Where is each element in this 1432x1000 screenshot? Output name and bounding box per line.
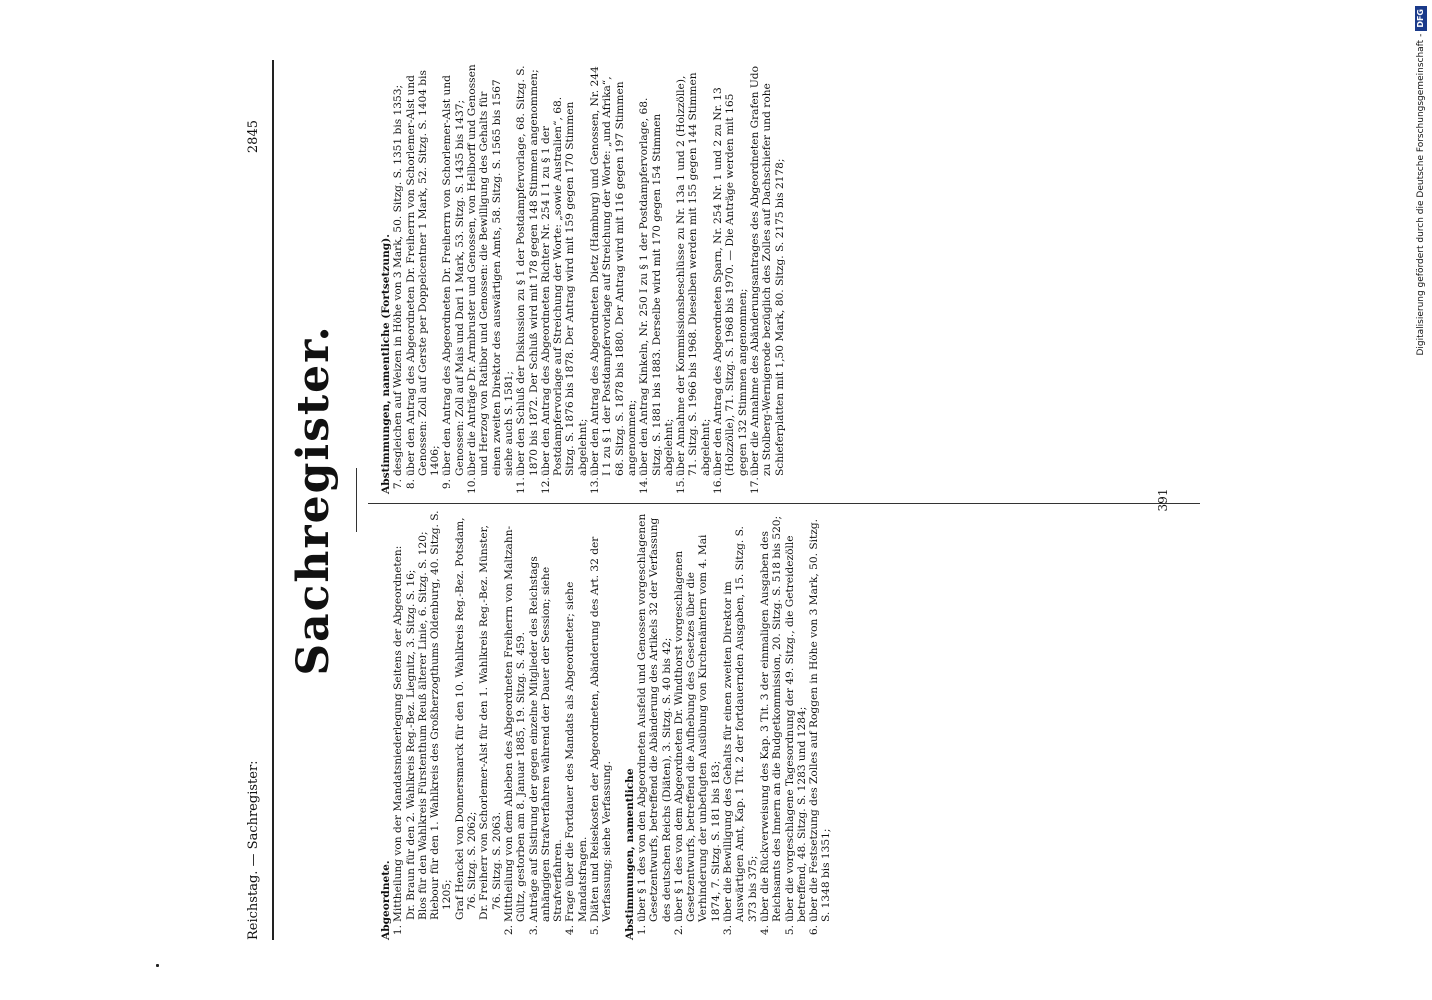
sub-entry: Dr. Braun für den 2. Wahlkreis Reg.-Bez. Liegnitz, 3. Sitzg. S. 16; bbox=[404, 569, 417, 920]
register-entry bbox=[808, 510, 833, 940]
entry-number: 3. bbox=[527, 925, 540, 936]
entry-text: über den Antrag des Abgeordneten Dr. Freiherrn von Schorlemer-Alst und Genossen: Zoll auf Mais und Dari 1 Mark, 53. Sitzg. S. 1435 bis 1437; bbox=[441, 75, 466, 476]
register-entry bbox=[515, 64, 540, 494]
dfg-logo: DFG bbox=[1415, 6, 1427, 31]
entry-text: über den Antrag des Abgeordneten Sparn, Nr. 254 Nr. 1 und 2 zu Nr. 13 (Holzzölle), 71. Sitzg. S. 1968 bis 1970. — Die Anträge werden mit 165 gegen 132 Stimmen angenommen; bbox=[712, 87, 749, 476]
entry-number: 3. bbox=[722, 925, 735, 936]
entry-text: Mittheilung von dem Ableben des Abgeordneten Freiherrn von Maltzahn-Gültz, gestorben am 8. Januar 1885, 19. Sitzg. S. 459. bbox=[502, 525, 528, 922]
register-entry bbox=[466, 64, 515, 494]
register-entry bbox=[540, 64, 589, 494]
title-rule bbox=[356, 468, 357, 532]
digitization-credit bbox=[1410, 6, 1432, 994]
entry-text: über den Antrag des Abgeordneten Richter Nr. 254 I 1 zu § 1 der Postdampfervorlage auf Streichung der Worte: „sowie Australien“, 68. Sitzg. S. 1876 bis 1878. Der Antrag wird mit 159 gegen 170 Stimmen abgelehnt; bbox=[539, 96, 589, 476]
section-heading-continued: Abstimmungen, namentliche (Fortsetzung). bbox=[380, 234, 392, 494]
sub-entry: Blos für den Wahlkreis Fürstenthum Reuß älterer Linie, 6. Sitzg. S. 120; bbox=[416, 531, 429, 920]
entry-text: über die vorgeschlagene Tagesordnung der 49. Sitzg., die Getreidezölle betreffend, 48. Sitzg. S. 1283 und 1284; bbox=[783, 535, 808, 922]
entry-number: 4. bbox=[564, 925, 577, 936]
entry-text: über § 1 des von den Abgeordneten Ausfeld und Genossen vorgeschlagenen Gesetzentwurfs, betreffend die Abänderung des Artikels 32 der Verfassung des deutschen Reichs (Diäten), 3. Sitzg. S. 40 bis 42; bbox=[635, 513, 673, 922]
entry-text: Frage über die Fortdauer des Mandats als Abgeordneter; siehe Mandatsfragen. bbox=[564, 581, 589, 922]
entry-number: 2. bbox=[502, 925, 515, 936]
register-entry bbox=[392, 64, 404, 494]
register-entry bbox=[675, 64, 712, 494]
entry-number: 4. bbox=[758, 925, 771, 936]
header-rule bbox=[272, 60, 274, 940]
register-entry bbox=[638, 64, 675, 494]
register-entry bbox=[589, 64, 638, 494]
header-title: Reichstag. — Sachregister: bbox=[246, 760, 261, 940]
entry-number: 6. bbox=[808, 925, 821, 936]
register-entry bbox=[589, 510, 614, 940]
entry-number: 5. bbox=[783, 925, 796, 936]
footer-page-number: 391 bbox=[1156, 488, 1170, 512]
register-entry bbox=[392, 510, 404, 940]
entry-number: 13. bbox=[589, 477, 602, 494]
register-entry bbox=[722, 510, 759, 940]
entry-text: desgleichen auf Weizen in Höhe von 3 Mark, 50. Sitzg. S. 1351 bis 1353; bbox=[392, 84, 405, 476]
entry-number: 16. bbox=[712, 477, 725, 494]
entry-text: über den Antrag Kinkeln, Nr. 250 I zu § 1 der Postdampfervorlage, 68. Sitzg. S. 1881 bis 1883. Derselbe wird mit 170 gegen 154 Stimmen abgelehnt; bbox=[638, 97, 675, 476]
entry-text: über die Bewilligung des Gehalts für einen zweiten Direktor im Auswärtigen Amt, Kap. 1 Tit. 2 der fortdauernden Ausgaben, 15. Sitzg. S. 373 bis 375; bbox=[722, 526, 759, 922]
document-page bbox=[216, 0, 1216, 1000]
sub-entry: Dr. Freiherr von Schorlemer-Alst für den 1. Wahlkreis Reg.-Bez. Münster, 76. Sitzg. S. 2063. bbox=[478, 525, 503, 920]
entry-number: 17. bbox=[748, 477, 761, 494]
register-entry bbox=[784, 510, 809, 940]
entry-number: 9. bbox=[441, 479, 454, 490]
register-entry bbox=[673, 510, 722, 940]
entry-text: über die Festsetzung des Zolles auf Roggen in Höhe von 3 Mark, 50. Sitzg. S. 1348 bis 1351; bbox=[808, 519, 833, 922]
entry-text: Anträge auf Sistirung der gegen einzelne Mitglieder des Reichstags anhängigen Strafverfahren während der Dauer der Session; siehe Strafverfahren. bbox=[527, 556, 565, 922]
sub-entry: Graf Henckel von Donnersmarck für den 10. Wahlkreis Reg.-Bez. Potsdam, 76. Sitzg. S. 2062; bbox=[453, 517, 479, 920]
entry-number: 11. bbox=[515, 477, 528, 494]
section-heading-abgeordnete: Abgeordnete. bbox=[380, 860, 392, 940]
entry-text: über den Antrag des Abgeordneten Dietz (Hamburg) und Genossen, Nr. 244 I 1 zu § 1 der Postdampfervorlage auf Streichung der Worte: „und Afrika“, 68. Sitzg. S. 1878 bis 1880. Der Antrag wird mit 116 gegen 197 Stimmen angenommen; bbox=[589, 66, 638, 476]
entry-text: über die Annahme des Abänderungsantrages des Abgeordneten Grafen Udo zu Stolberg-Wernigerode bezüglich des Zolles auf Dachschiefer und rohe Schieferplatten mit 1,50 Mark, 80. Sitzg. S. 2175 bis 2178; bbox=[748, 66, 786, 476]
entry-text: Diäten und Reisekosten der Abgeordneten, Abänderung des Art. 32 der Verfassung; siehe Verfassung. bbox=[589, 536, 614, 922]
entry-text: Mittheilung von der Mandatsniederlegung Seitens der Abgeordneten: bbox=[392, 545, 405, 922]
register-entry bbox=[405, 64, 442, 494]
entry-text: über den Antrag des Abgeordneten Dr. Freiherrn von Schorlemer-Alst und Genossen: Zoll auf Gerste per Doppelcentner 1 Mark, 52. Sitzg. S. 1404 bis 1406; bbox=[404, 70, 442, 476]
entry-number: 2. bbox=[672, 925, 685, 936]
entry-text: über den Schluß der Diskussion zu § 1 der Postdampfervorlage, 68. Sitzg. S. 1870 bis 1872. Der Schluß wird mit 178 gegen 148 Stimmen angenommen; bbox=[515, 65, 540, 476]
entry-number: 12. bbox=[539, 477, 552, 494]
running-header bbox=[246, 120, 268, 940]
entry-number: 1. bbox=[392, 925, 405, 936]
entry-number: 1. bbox=[635, 925, 648, 936]
entry-number: 7. bbox=[392, 479, 405, 490]
left-column bbox=[376, 510, 833, 940]
register-entry bbox=[712, 64, 749, 494]
entry-number: 10. bbox=[466, 477, 479, 494]
section-heading-abstimmungen: Abstimmungen, namentliche bbox=[623, 768, 636, 940]
register-entry bbox=[759, 510, 784, 940]
register-entry bbox=[503, 510, 528, 940]
entry-number: 5. bbox=[589, 925, 602, 936]
digitization-credit-text: Digitalisierung gefördert durch die Deutsche Forschungsgemeinschaft - bbox=[1416, 33, 1426, 356]
entry-number: 15. bbox=[675, 477, 688, 494]
entry-number: 14. bbox=[638, 477, 651, 494]
register-entry bbox=[564, 510, 589, 940]
page-title: Sachregister. bbox=[288, 324, 339, 676]
entry-text: über die Anträge Dr. Armbruster und Genossen, von Hellborff und Genossen und Herzog von Ratibor und Genossen: die Bewilligung des Gehalts für einen zweiten Direktor des auswärtigen Amts, 58. Sitzg. S. 1565 bis 1567 siehe auch S. 1581; bbox=[466, 64, 515, 476]
scan-speck bbox=[156, 964, 159, 967]
register-entry bbox=[636, 510, 673, 940]
register-entry bbox=[441, 64, 466, 494]
entry-text: über die Rückverweisung des Kap. 3 Tit. 3 der einmaligen Ausgaben des Reichsamts des Innern an die Budgetkommission, 20. Sitzg. S. 518 bis 520; bbox=[758, 515, 784, 922]
right-column bbox=[376, 64, 786, 494]
entry-text: über Annahme der Kommissionsbeschlüsse zu Nr. 13a 1 und 2 (Holzzölle), 71. Sitzg. S. 1966 bis 1968. Dieselben werden mit 155 gegen 144 Stimmen abgelehnt; bbox=[675, 72, 712, 476]
header-page-number: 2845 bbox=[246, 120, 261, 154]
sub-entry: Riebour für den 1. Wahlkreis des Großherzogthums Oldenburg, 40. Sitzg. S. 1205; bbox=[429, 510, 454, 920]
entry-number: 8. bbox=[404, 479, 417, 490]
register-entry bbox=[528, 510, 565, 940]
register-entry bbox=[749, 64, 786, 494]
entry-text: über § 1 des von dem Abgeordneten Dr. Windthorst vorgeschlagenen Gesetzentwurfs, betreffend die Aufhebung des Gesetzes über die Verhinderung der unbefugten Ausübung von Kirchenämtern vom 4. Mai 1874, 7. Sitzg. S. 181 bis 183; bbox=[672, 534, 722, 922]
column-divider bbox=[368, 503, 1200, 504]
